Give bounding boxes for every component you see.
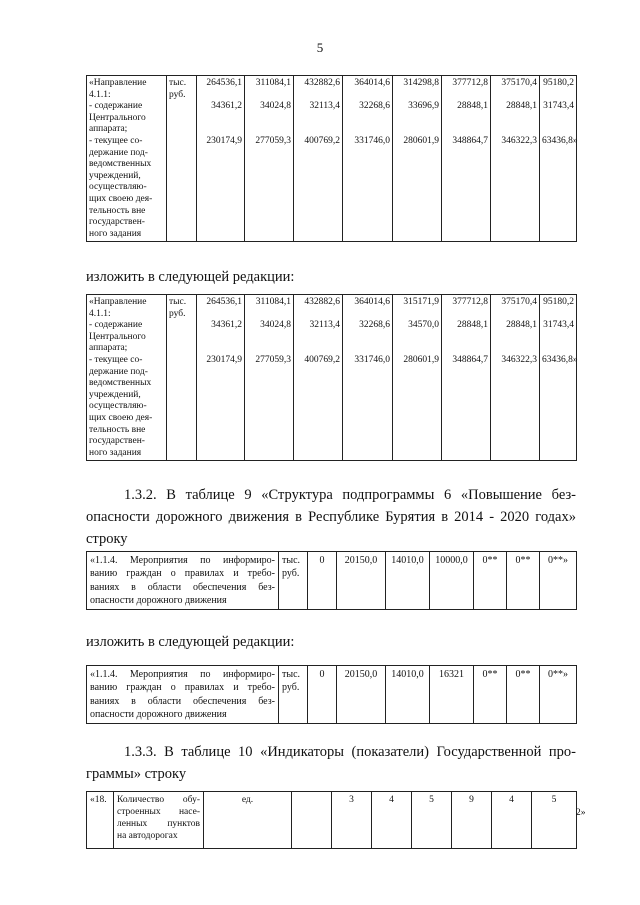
- year-value-cell: 0**: [507, 552, 540, 610]
- year-value-cell: 375170,4 28848,1 346322,3: [491, 295, 540, 461]
- year-value-cell: 3: [332, 792, 372, 849]
- year-value-cell: 20150,0: [337, 552, 386, 610]
- road-safety-table-old: [86, 551, 577, 610]
- unit-cell: ед.: [204, 792, 292, 849]
- unit-cell: тыс. руб.: [167, 295, 197, 461]
- year-value-cell: 264536,1 34361,2 230174,9: [197, 76, 245, 242]
- year-value-cell: 0**»: [540, 552, 577, 610]
- paragraph-1-3-2: 1.3.2. В таблице 9 «Структура подпрограммы 6 «Повышение без- опасности дорожного движения в Республике Бурятия в 2014 - 2020 годах» строку: [86, 487, 576, 547]
- year-value-cell: 377712,8 28848,1 348864,7: [442, 295, 491, 461]
- unit-cell: тыс. руб.: [167, 76, 197, 242]
- funding-table-old: [86, 75, 577, 242]
- unit-cell: тыс. руб.: [279, 666, 308, 724]
- year-value-cell: 14010,0: [386, 666, 430, 724]
- year-value-cell: 0: [308, 552, 337, 610]
- year-value-cell: 264536,1 34361,2 230174,9: [197, 295, 245, 461]
- year-value-cell: 377712,8 28848,1 348864,7: [442, 76, 491, 242]
- year-value-cell: 95180,2 31743,4 63436,8»: [540, 76, 577, 242]
- last-value: 2»: [576, 808, 586, 818]
- row-number-cell: «18.: [87, 792, 114, 849]
- year-value-cell: 315171,9 34570,0 280601,9: [393, 295, 442, 461]
- unit-cell: тыс. руб.: [279, 552, 308, 610]
- year-value-cell: 375170,4 28848,1 346322,3: [491, 76, 540, 242]
- paragraph-1-3-3: 1.3.3. В таблице 10 «Индикаторы (показатели) Государственной про- граммы» строку: [86, 744, 576, 782]
- year-value-cell: 20150,0: [337, 666, 386, 724]
- indicator-table: [86, 791, 577, 849]
- year-value-cell: 5: [412, 792, 452, 849]
- direction-name-cell: «Направление 4.1.1: - содержание Центрального аппарата; - текущее со- держание под- ведомственных учреждений, осуществляю- щих своею дея- тельность вне государствен- ного задания: [87, 76, 167, 242]
- year-value-cell: 10000,0: [430, 552, 474, 610]
- empty-cell: [292, 792, 332, 849]
- year-value-cell: 16321: [430, 666, 474, 724]
- year-value-cell: 432882,6 32113,4 400769,2: [294, 295, 343, 461]
- year-value-cell: 311084,1 34024,8 277059,3: [245, 76, 294, 242]
- road-safety-table-new: [86, 665, 577, 724]
- year-value-cell: 0**: [507, 666, 540, 724]
- year-value-cell: 4: [372, 792, 412, 849]
- year-value-cell: 432882,6 32113,4 400769,2: [294, 76, 343, 242]
- measure-description-cell: «1.1.4. Мероприятия по информиро- ванию граждан о правилах и требо- ваниях в области обеспечения без- опасности дорожного движения: [87, 552, 279, 610]
- year-value-cell: 314298,8 33696,9 280601,9: [393, 76, 442, 242]
- year-value-cell: 5: [532, 792, 577, 849]
- year-value-cell: 95180,2 31743,4 63436,8»: [540, 295, 577, 461]
- year-value-cell: 364014,6 32268,6 331746,0: [343, 76, 393, 242]
- year-value-cell: 14010,0: [386, 552, 430, 610]
- year-value-cell: 0**»: [540, 666, 577, 724]
- funding-table-new: [86, 294, 577, 461]
- indicator-description-cell: Количество обу- строенных насе- ленных пунктов на автодорогах: [114, 792, 204, 849]
- year-value-cell: 9: [452, 792, 492, 849]
- replace-heading-1: изложить в следующей редакции:: [86, 269, 295, 285]
- direction-name-cell: «Направление 4.1.1: - содержание Центрального аппарата; - текущее со- держание под- ведомственных учреждений, осуществляю- щих своею дея- тельность вне государствен- ного задания: [87, 295, 167, 461]
- year-value-cell: 0**: [474, 552, 507, 610]
- year-value-cell: 0**: [474, 666, 507, 724]
- page-number: 5: [316, 40, 324, 55]
- year-value-cell: 0: [308, 666, 337, 724]
- year-value-cell: 311084,1 34024,8 277059,3: [245, 295, 294, 461]
- replace-heading-2: изложить в следующей редакции:: [86, 634, 295, 650]
- year-value-cell: 4: [492, 792, 532, 849]
- year-value-cell: 364014,6 32268,6 331746,0: [343, 295, 393, 461]
- measure-description-cell: «1.1.4. Мероприятия по информиро- ванию граждан о правилах и требо- ваниях в области обеспечения без- опасности дорожного движения: [87, 666, 279, 724]
